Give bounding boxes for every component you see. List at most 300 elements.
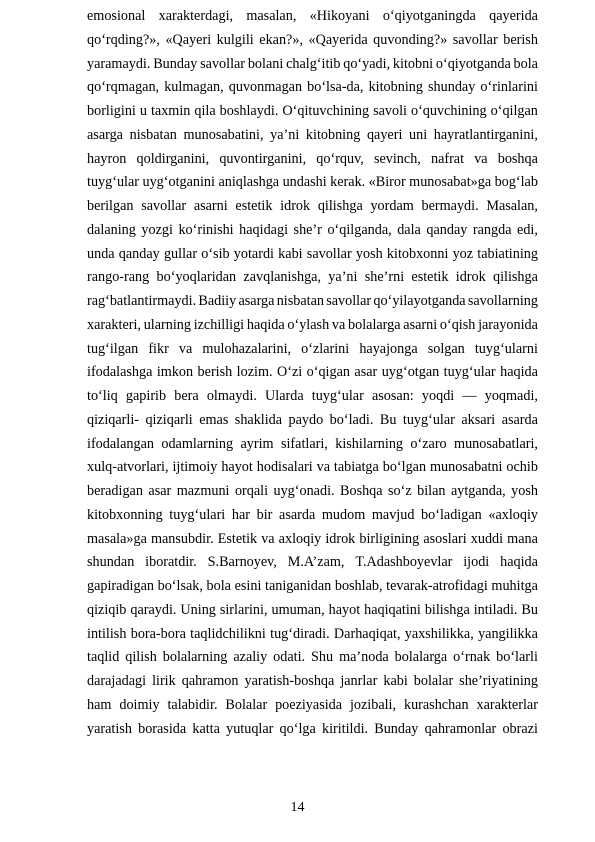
word: yaxshilikka, xyxy=(404,625,474,642)
word: taqlidchilikni xyxy=(190,625,266,642)
word: Bunday xyxy=(374,720,419,737)
word: oʻzlarini xyxy=(301,340,350,357)
word: bermaydi. xyxy=(421,198,479,214)
word: qahramonlar xyxy=(424,720,497,737)
word: tuygʻulari xyxy=(169,506,226,523)
word: boʻlsa-da, xyxy=(307,79,364,96)
word: qaraydi. xyxy=(130,601,177,618)
text-line xyxy=(87,599,538,623)
word: bolalar xyxy=(413,673,454,689)
word: kishilarning xyxy=(335,435,404,452)
word: va xyxy=(316,459,331,476)
word: odamlarning xyxy=(161,435,234,452)
word: rango-rang xyxy=(87,269,150,286)
word: tabiatga xyxy=(333,459,379,476)
text-line xyxy=(87,504,538,528)
word: kabi xyxy=(278,245,303,262)
word: idrok xyxy=(325,530,356,547)
word: birligining xyxy=(359,530,420,547)
word: kulgili xyxy=(216,31,254,48)
word: Estetik xyxy=(217,530,258,547)
word: idrok xyxy=(455,269,486,286)
word: xarakterdagi, xyxy=(158,8,234,24)
text-line xyxy=(87,551,538,575)
word: beradigan xyxy=(87,483,143,499)
word: estetik xyxy=(235,198,273,214)
word: ma’noda xyxy=(339,649,389,666)
word: Bu xyxy=(521,601,538,618)
word: quvonding?» xyxy=(373,31,448,48)
word: haqida xyxy=(500,554,538,571)
word: va xyxy=(474,150,488,167)
word: savollar xyxy=(452,31,498,48)
word: u xyxy=(139,103,147,119)
word: talabidir. xyxy=(167,696,218,713)
text-line xyxy=(87,266,538,290)
word: har xyxy=(231,506,250,523)
word: Uning xyxy=(180,601,216,618)
word: kabi xyxy=(383,673,408,689)
word: qoldirganini, xyxy=(136,150,210,167)
word: tugʻdiradi. xyxy=(270,625,330,642)
word: tuygʻular xyxy=(87,174,140,191)
word: quvontirganini, xyxy=(219,150,307,167)
word: ya’ni xyxy=(328,269,358,286)
word: asarni xyxy=(193,198,228,214)
word: qoʻrqding?», xyxy=(87,31,160,48)
word: oʻquvchining xyxy=(410,103,487,119)
word: mavjud xyxy=(371,506,415,523)
word: «Biror xyxy=(368,174,406,191)
word: yutuqlar xyxy=(226,720,274,737)
text-line xyxy=(87,646,538,670)
word: ifodalangan xyxy=(87,435,154,452)
word: axloqiy xyxy=(278,530,322,547)
word: kulmagan, xyxy=(164,79,224,96)
word: yaramaydi. xyxy=(87,55,151,72)
word: savollar xyxy=(306,245,352,262)
word: doimiy xyxy=(119,696,160,713)
word: va xyxy=(261,530,275,547)
word: qoʻrqmagan, xyxy=(87,79,160,96)
text-line xyxy=(87,456,538,480)
word: «Qayeri xyxy=(165,31,212,48)
word: zavqlanishga, xyxy=(243,269,322,286)
text-line xyxy=(87,290,538,314)
word: oʻqilganda, xyxy=(327,221,392,238)
word: boshlaydi. xyxy=(219,103,279,119)
word: rangda xyxy=(472,221,512,238)
word: qahramon xyxy=(181,673,239,689)
word: tuygʻular xyxy=(443,364,496,381)
word: S.Barnoyev, xyxy=(207,554,277,571)
word: xulq-atvorlari, xyxy=(87,459,169,476)
text-line xyxy=(87,53,538,77)
text-line xyxy=(87,219,538,243)
word: yaratish xyxy=(87,720,132,737)
word: chalgʻitib xyxy=(286,55,341,72)
word: intilish xyxy=(87,625,127,642)
word: ayrim xyxy=(240,435,274,452)
word: — xyxy=(462,388,477,404)
text-line xyxy=(87,148,538,172)
word: poeziyasida xyxy=(275,696,343,713)
word: bolalarga xyxy=(348,316,401,333)
word: ham xyxy=(87,696,112,713)
word: savollar xyxy=(326,293,372,309)
word: oʻqiyotganda xyxy=(435,55,511,72)
word: qiziqarli- xyxy=(87,411,139,428)
word: paydo xyxy=(288,411,324,428)
word: bera xyxy=(174,388,199,404)
word: kitobxonning xyxy=(87,506,163,523)
word: berish xyxy=(503,31,538,48)
word: qilishga xyxy=(317,198,363,214)
word: yoz xyxy=(452,245,474,262)
word: qoʻyadi, xyxy=(343,55,391,72)
body-text xyxy=(87,5,538,741)
word: yangilikka xyxy=(478,625,538,642)
word: toʻliq xyxy=(87,388,118,404)
word: lirik xyxy=(152,673,176,689)
word: yordam xyxy=(370,198,414,214)
word: jarayonida xyxy=(478,316,538,333)
word: uni xyxy=(409,126,428,143)
word: lozim. xyxy=(236,364,273,381)
word: kiritildi. xyxy=(321,720,369,737)
word: janrlar xyxy=(340,673,378,689)
word: bora-bora xyxy=(130,625,186,642)
text-line xyxy=(87,314,538,338)
word: qilishga xyxy=(492,269,538,286)
text-line xyxy=(87,385,538,409)
word: yoqmadi, xyxy=(484,388,538,404)
word: yosh xyxy=(511,483,538,499)
word: nisbatan xyxy=(276,293,324,309)
text-line xyxy=(87,171,538,195)
word: estetik xyxy=(411,269,449,286)
word: gapiradigan xyxy=(87,578,154,594)
word: qoʻrquv, xyxy=(316,150,364,167)
word: katta xyxy=(192,720,220,737)
word: taniganidan xyxy=(265,578,332,594)
word: uygʻotgan xyxy=(381,364,440,381)
word: sirlarini, xyxy=(219,601,268,618)
word: va xyxy=(331,316,346,333)
word: va xyxy=(178,340,193,357)
text-line xyxy=(87,338,538,362)
word: asosan: xyxy=(371,388,414,404)
word: oʻzaro xyxy=(410,435,447,452)
word: qila xyxy=(194,103,216,119)
word: haqidagi xyxy=(239,221,289,238)
word: oʻqigan xyxy=(306,364,350,381)
word: oʻqilgan xyxy=(490,103,538,119)
word: she’r xyxy=(293,221,322,238)
word: soʻz xyxy=(388,483,412,499)
word: hayot xyxy=(328,601,361,618)
word: bilan xyxy=(417,483,446,499)
word: haqida xyxy=(500,364,538,381)
word: qiziqib xyxy=(87,601,127,618)
word: oʻqiyotganingda xyxy=(382,8,476,24)
word: uygʻonadi. xyxy=(273,483,335,499)
word: qoʻlga xyxy=(279,720,316,737)
word: she’rni xyxy=(364,269,405,286)
word: fikr xyxy=(148,340,169,357)
word: azaliy xyxy=(233,649,268,666)
word: emas xyxy=(199,411,229,428)
word: ijtimoiy xyxy=(172,459,218,476)
word: boʻyoqlaridan xyxy=(156,269,237,286)
word: sevinch, xyxy=(373,150,421,167)
text-line xyxy=(87,528,538,552)
word: Shu xyxy=(311,649,334,666)
word: Oʻqituvchining xyxy=(282,103,370,119)
text-line xyxy=(87,5,538,29)
word: savollar xyxy=(141,198,187,214)
word: undashi xyxy=(282,174,327,191)
word: Boshqa xyxy=(340,483,383,499)
word: koʻrinishi xyxy=(178,221,234,238)
word: odati. xyxy=(273,649,306,666)
word: tuygʻularni xyxy=(474,340,538,357)
word: qanday xyxy=(426,221,468,238)
text-line xyxy=(87,195,538,219)
word: solgan xyxy=(427,340,465,357)
word: jozibali, xyxy=(349,696,397,713)
word: bir xyxy=(256,506,273,523)
word: hayratlantirganini, xyxy=(433,126,538,143)
word: Badiiy xyxy=(198,293,237,309)
word: yotardi xyxy=(233,245,274,262)
word: munosabatni xyxy=(429,459,503,476)
word: borasida xyxy=(138,720,187,737)
text-line xyxy=(87,361,538,385)
word: imkon xyxy=(156,364,194,381)
word: munosabat»ga xyxy=(409,174,492,191)
word: uygʻotganini xyxy=(142,174,215,191)
word: haqiqatini xyxy=(364,601,421,618)
word: hayot xyxy=(221,459,253,476)
word: emosional xyxy=(87,8,146,24)
word: asarda xyxy=(279,506,316,523)
word: tevarak-atrofidagi xyxy=(386,578,488,594)
word: qayerida xyxy=(489,8,538,24)
word: boʻladi. xyxy=(329,411,374,428)
word: Bu xyxy=(379,411,397,428)
word: qiziqarli xyxy=(145,411,193,428)
word: shaklida xyxy=(234,411,283,428)
word: asarga xyxy=(87,126,123,143)
word: boʻladigan xyxy=(421,506,482,523)
word: edi, xyxy=(517,221,538,238)
word: «Hikoyani xyxy=(309,8,370,24)
word: dala xyxy=(397,221,421,238)
word: xuddi xyxy=(470,530,504,547)
word: asar xyxy=(354,364,378,381)
word: berilgan xyxy=(87,198,134,214)
word: M.A’zam, xyxy=(287,554,345,571)
word: ularning xyxy=(143,316,191,333)
word: gullar xyxy=(163,245,198,262)
word: asoslari xyxy=(423,530,467,547)
word: izchilligi xyxy=(193,316,245,333)
word: kurashchan xyxy=(403,696,469,713)
word: «Qayerida xyxy=(308,31,368,48)
word: bola xyxy=(513,55,538,72)
word: yaratish-boshqa xyxy=(244,673,335,689)
word: ragʻbatlantirmaydi. xyxy=(87,293,197,309)
word: unda xyxy=(87,245,115,262)
word: bogʻlab xyxy=(494,174,538,191)
word: nisbatan xyxy=(129,126,177,143)
word: borligini xyxy=(87,103,136,119)
word: oʻqish xyxy=(439,316,476,333)
word: oʻrinlarini xyxy=(480,79,538,96)
word: kerak. xyxy=(330,174,366,191)
word: qilish xyxy=(125,649,157,666)
word: mazmuni xyxy=(176,483,230,499)
word: umuman, xyxy=(271,601,325,618)
text-line xyxy=(87,243,538,267)
word: yoqdi xyxy=(421,388,455,404)
text-line xyxy=(87,623,538,647)
word: yosh xyxy=(355,245,383,262)
word: mudom xyxy=(321,506,366,523)
word: savollarning xyxy=(467,293,538,309)
text-line xyxy=(87,433,538,457)
word: ifodalashga xyxy=(87,364,153,381)
word: haqida xyxy=(246,316,285,333)
text-line xyxy=(87,575,538,599)
word: oʻrnak xyxy=(453,649,491,666)
text-line xyxy=(87,100,538,124)
word: oʻsib xyxy=(201,245,230,262)
word: orqali xyxy=(234,483,269,499)
word: she’riyatining xyxy=(459,673,538,689)
word: munosabatini, xyxy=(183,126,264,143)
word: mana xyxy=(507,530,538,547)
word: tuygʻular xyxy=(311,388,364,404)
text-line xyxy=(87,409,538,433)
word: «axloqiy xyxy=(488,506,538,523)
word: taxmin xyxy=(150,103,191,119)
word: dalaning xyxy=(87,221,136,238)
word: boʻlsak, xyxy=(157,578,203,594)
word: taqlid xyxy=(87,649,120,666)
word: bilishga xyxy=(424,601,470,618)
text-line xyxy=(87,694,538,718)
word: gapirib xyxy=(125,388,167,404)
word: tabiatining xyxy=(477,245,538,262)
word: bola xyxy=(206,578,231,594)
word: hodisalari xyxy=(256,459,313,476)
word: muhitga xyxy=(491,578,538,594)
word: asarga xyxy=(238,293,275,309)
text-line xyxy=(87,480,538,504)
word: idrok xyxy=(280,198,311,214)
word: savoli xyxy=(373,103,407,119)
word: tuygʻular xyxy=(402,411,455,428)
word: savollar xyxy=(200,55,246,72)
word: Darhaqiqat, xyxy=(333,625,401,642)
word: xarakteri, xyxy=(87,316,141,333)
word: sifatlari, xyxy=(280,435,328,452)
word: asarni xyxy=(403,316,438,333)
word: Bolalar xyxy=(225,696,268,713)
word: ya’ni xyxy=(270,126,300,143)
word: boʻlgan xyxy=(382,459,427,476)
word: aksari xyxy=(461,411,496,428)
word: bolalarning xyxy=(162,649,228,666)
word: boshqa xyxy=(497,150,538,167)
text-line xyxy=(87,718,538,742)
word: T.Adashboyevlar xyxy=(355,554,453,571)
word: aytganda, xyxy=(450,483,506,499)
word: asar xyxy=(148,483,172,499)
word: masala»ga xyxy=(87,530,147,547)
word: yozgi xyxy=(141,221,173,238)
word: boʻlarli xyxy=(496,649,538,666)
word: qayeri xyxy=(366,126,403,143)
word: asarda xyxy=(501,411,538,428)
word: mansubdir. xyxy=(150,530,214,547)
word: boshlab, xyxy=(334,578,383,594)
text-line xyxy=(87,670,538,694)
word: Bunday xyxy=(153,55,198,72)
word: hayajonga xyxy=(359,340,418,357)
word: quvonmagan xyxy=(228,79,303,96)
word: masalan, xyxy=(246,8,297,24)
word: kitobni xyxy=(392,55,434,72)
word: qanday xyxy=(118,245,160,262)
word: kitobning xyxy=(368,79,423,96)
word: Ularda xyxy=(265,388,304,404)
word: olmaydi. xyxy=(206,388,257,404)
word: ijodi xyxy=(463,554,490,571)
word: berish xyxy=(197,364,233,381)
word: Masalan, xyxy=(486,198,538,214)
word: bolalarga xyxy=(394,649,448,666)
word: esini xyxy=(234,578,262,594)
word: munosabatlari, xyxy=(454,435,538,452)
word: intiladi. xyxy=(473,601,518,618)
word: nafrat xyxy=(430,150,465,167)
word: ekan?», xyxy=(259,31,303,48)
word: qoʻyilayotganda xyxy=(373,293,466,309)
word: darajadagi xyxy=(87,673,147,689)
word: hayron xyxy=(87,150,127,167)
word: bolani xyxy=(247,55,284,72)
word: mulohazalarini, xyxy=(202,340,292,357)
word: shundan xyxy=(87,554,135,571)
page-number: 14 xyxy=(290,800,305,815)
word: shunday xyxy=(428,79,476,96)
word: kitobning xyxy=(305,126,361,143)
word: iboratdir. xyxy=(145,554,197,571)
word: ochib xyxy=(506,459,538,476)
text-line xyxy=(87,124,538,148)
word: obrazi xyxy=(502,720,538,737)
text-line xyxy=(87,29,538,53)
word: aniqlashga xyxy=(218,174,280,191)
word: oʻylash xyxy=(287,316,330,333)
word: xarakterlar xyxy=(476,696,538,713)
text-line xyxy=(87,76,538,100)
word: tugʻilgan xyxy=(87,340,139,357)
word: kitobxonni xyxy=(386,245,449,262)
